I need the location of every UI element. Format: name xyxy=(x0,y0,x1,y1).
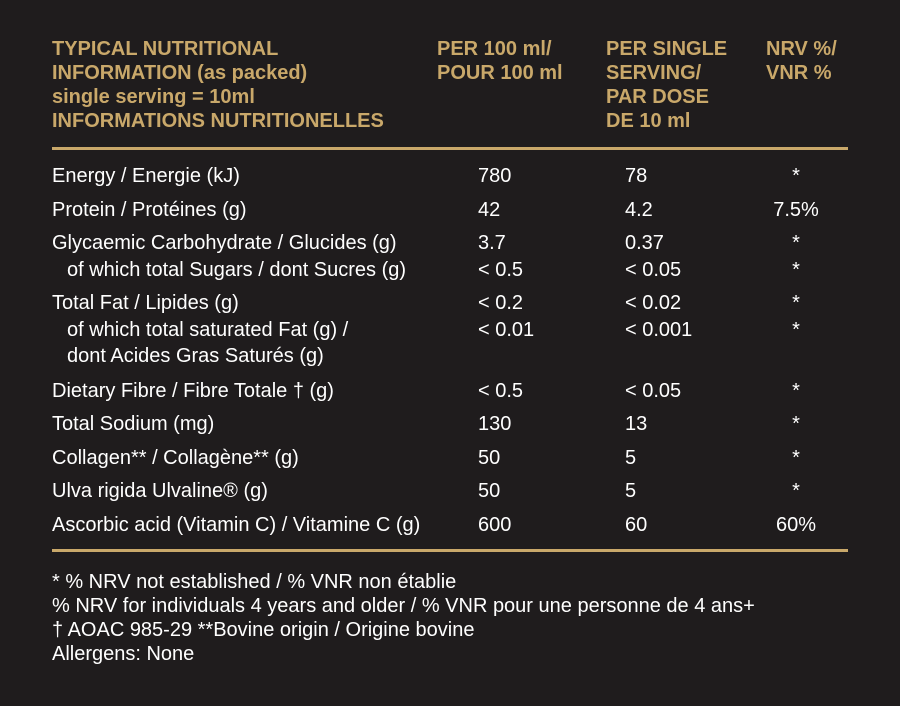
value-per-serving: 0.37 xyxy=(625,232,664,254)
value-per-100ml: < 0.5 xyxy=(478,259,524,281)
value-nrv: 7.5% xyxy=(773,199,819,221)
header-line: INFORMATIONS NUTRITIONELLES xyxy=(52,110,384,132)
value-per-100ml: 50 xyxy=(478,480,501,502)
header-per-100ml xyxy=(437,37,563,85)
nutrient-label: Ascorbic acid (Vitamin C) / Vitamine C (g) xyxy=(52,514,421,536)
value-nrv: * xyxy=(792,259,800,281)
value-per-100ml: 130 xyxy=(478,413,512,435)
header-line: PAR DOSE xyxy=(606,86,709,108)
header-line: TYPICAL NUTRITIONAL xyxy=(52,38,279,60)
nutrient-label: of which total saturated Fat (g) / xyxy=(67,319,349,341)
nutrient-label: Energy / Energie (kJ) xyxy=(52,165,240,187)
footnote-allergens: Allergens: None xyxy=(52,643,195,665)
value-per-100ml: 3.7 xyxy=(478,232,506,254)
nutrient-label: Protein / Protéines (g) xyxy=(52,199,247,221)
nutrient-label: Glycaemic Carbohydrate / Glucides (g) xyxy=(52,232,397,254)
header-line: DE 10 ml xyxy=(606,110,691,132)
nutrient-label: dont Acides Gras Saturés (g) xyxy=(67,345,324,367)
header-line: SERVING/ xyxy=(606,62,702,84)
footnote-nrv-age: % NRV for individuals 4 years and older / % VNR pour une personne de 4 ans+ xyxy=(52,595,755,617)
value-nrv: * xyxy=(792,165,800,187)
top-divider xyxy=(52,147,848,150)
nutrient-label: Dietary Fibre / Fibre Totale † (g) xyxy=(52,380,334,402)
value-per-100ml: 780 xyxy=(478,165,512,187)
value-per-serving: < 0.05 xyxy=(625,380,682,402)
value-per-serving: 13 xyxy=(625,413,648,435)
value-per-100ml: < 0.5 xyxy=(478,380,524,402)
value-per-serving: 60 xyxy=(625,514,648,536)
header-line: single serving = 10ml xyxy=(52,86,255,108)
footnotes xyxy=(52,570,755,666)
value-nrv: * xyxy=(792,232,800,254)
bottom-divider xyxy=(52,549,848,552)
value-per-serving: 78 xyxy=(625,165,648,187)
nutrient-label: Total Sodium (mg) xyxy=(52,413,215,435)
value-nrv: * xyxy=(792,292,800,314)
value-per-serving: < 0.001 xyxy=(625,319,693,341)
header-line: POUR 100 ml xyxy=(437,62,563,84)
header-line: NRV %/ xyxy=(766,38,837,60)
value-per-100ml: < 0.01 xyxy=(478,319,535,341)
value-per-100ml: 42 xyxy=(478,199,501,221)
value-nrv: 60% xyxy=(775,514,817,536)
value-per-serving: 4.2 xyxy=(625,199,653,221)
value-per-serving: 5 xyxy=(625,447,637,469)
header-typical-nutritional-info xyxy=(52,37,384,133)
header-line: INFORMATION (as packed) xyxy=(52,62,308,84)
header-nrv xyxy=(766,37,837,85)
header-line: PER SINGLE xyxy=(606,38,728,60)
value-nrv: * xyxy=(792,480,800,502)
value-per-serving: 5 xyxy=(625,480,637,502)
nutrient-label: Collagen** / Collagène** (g) xyxy=(52,447,299,469)
value-per-serving: < 0.05 xyxy=(625,259,682,281)
header-per-serving xyxy=(606,37,727,133)
header-line: VNR % xyxy=(766,62,832,84)
value-per-100ml: 50 xyxy=(478,447,501,469)
value-nrv: * xyxy=(792,447,800,469)
value-nrv: * xyxy=(792,413,800,435)
nutrient-label: Total Fat / Lipides (g) xyxy=(52,292,239,314)
value-nrv: * xyxy=(792,319,800,341)
value-nrv: * xyxy=(792,380,800,402)
nutrient-label: of which total Sugars / dont Sucres (g) xyxy=(67,259,407,281)
footnote-aoac-bovine: † AOAC 985-29 **Bovine origin / Origine bovine xyxy=(52,619,475,641)
value-per-serving: < 0.02 xyxy=(625,292,682,314)
value-per-100ml: 600 xyxy=(478,514,512,536)
footnote-nrv-not-established: * % NRV not established / % VNR non établie xyxy=(52,571,457,593)
nutrient-label: Ulva rigida Ulvaline® (g) xyxy=(52,480,268,502)
header-line: PER 100 ml/ xyxy=(437,38,552,60)
value-per-100ml: < 0.2 xyxy=(478,292,524,314)
